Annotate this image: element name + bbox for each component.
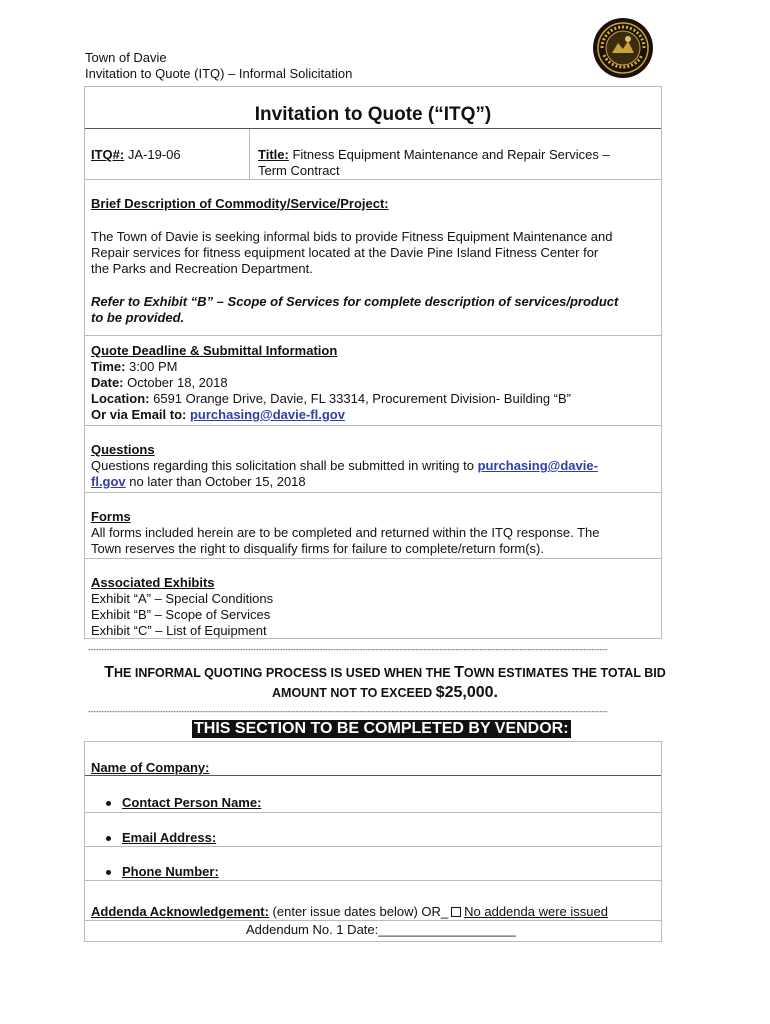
field-line (85, 880, 661, 881)
header-town: Town of Davie (85, 50, 167, 65)
questions-email-link[interactable]: purchasing@davie- (477, 458, 598, 473)
row-divider (249, 129, 250, 179)
exhibit-b: Exhibit “B” – Scope of Services (91, 607, 271, 622)
section-line (85, 335, 661, 336)
itq-number (91, 147, 181, 163)
town-seal-icon (592, 17, 654, 79)
deadline-section (91, 343, 661, 423)
notice-amount: $25,000. (435, 684, 498, 701)
brief-line-3: the Parks and Recreation Department. (91, 261, 313, 276)
dashed-separator: --------------------------------------------------------------------------------------------------------------------------------------------------------------------------------------------------- (88, 708, 608, 716)
field-line (85, 812, 661, 813)
brief-heading (91, 196, 389, 212)
field-line (85, 846, 661, 847)
location-value: 6591 Orange Drive, Davie, FL 33314, Procurement Division- Building “B” (149, 391, 571, 406)
scope-reference-2: to be provided. (91, 310, 185, 325)
forms-text-1: All forms included herein are to be completed and returned within the ITQ response. The (91, 525, 600, 540)
itq-label: ITQ#: (91, 147, 125, 162)
bullet-icon (106, 870, 111, 875)
location-label: Location: (91, 391, 150, 406)
vendor-section-title: THIS SECTION TO BE COMPLETED BY VENDOR: (194, 720, 569, 737)
addenda-hint: (enter issue dates below) OR_ (268, 904, 449, 919)
time-value: 3:00 PM (125, 359, 178, 374)
exhibit-c: Exhibit “C” – List of Equipment (91, 623, 267, 638)
title-divider (85, 128, 661, 129)
brief-line-2: Repair services for fitness equipment located at the Davie Pine Island Fitness Center for (91, 245, 599, 260)
time-label: Time: (91, 359, 126, 374)
itq-title-label: Title: (258, 147, 289, 162)
contact-person-label: Contact Person Name: (122, 795, 262, 810)
row-line (85, 179, 661, 180)
email-label: Or via Email to: (91, 407, 190, 422)
section-line (85, 425, 661, 426)
phone-number-label: Phone Number: (122, 864, 219, 879)
page-title: Invitation to Quote (“ITQ”) (254, 104, 492, 125)
section-line (85, 558, 661, 559)
itq-title-value-2: Term Contract (258, 163, 340, 178)
phone-number-field[interactable] (106, 864, 219, 879)
no-addenda-checkbox[interactable] (451, 907, 461, 917)
scope-reference (91, 294, 661, 326)
dashed-separator: --------------------------------------------------------------------------------------------------------------------------------------------------------------------------------------------------- (88, 646, 608, 654)
itq-value: JA-19-06 (124, 147, 181, 162)
itq-title-value: Fitness Equipment Maintenance and Repair Services – (288, 147, 610, 162)
date-value: October 18, 2018 (123, 375, 228, 390)
questions-email-link-cont[interactable]: fl.gov (91, 474, 126, 489)
notice-cap-t2: T (454, 664, 464, 681)
exhibit-a: Exhibit “A” – Special Conditions (91, 591, 274, 606)
company-name-label: Name of Company: (91, 760, 210, 775)
scope-reference-1: Refer to Exhibit “B” – Scope of Services for complete description of services/product (91, 294, 619, 309)
notice-cap-t: T (104, 664, 115, 681)
addendum-date-field[interactable]: Addendum No. 1 Date:___________________ (246, 922, 516, 937)
forms-text-2: Town reserves the right to disqualify firms for failure to complete/return form(s). (91, 541, 544, 556)
email-address-field[interactable] (106, 830, 216, 845)
deadline-heading: Quote Deadline & Submittal Information (91, 343, 338, 358)
date-label: Date: (91, 375, 124, 390)
header-subtitle: Invitation to Quote (ITQ) – Informal Solicitation (85, 66, 353, 81)
addenda-label: Addenda Acknowledgement: (91, 904, 269, 919)
field-line (85, 920, 661, 921)
company-name-field[interactable] (85, 775, 661, 776)
notice-text-2: OWN ESTIMATES THE TOTAL BID (463, 666, 666, 680)
exhibits-section (91, 575, 661, 639)
bullet-icon (106, 801, 111, 806)
brief-description (91, 229, 661, 277)
section-line (85, 492, 661, 493)
questions-section (91, 442, 661, 490)
questions-heading: Questions (91, 442, 155, 457)
bullet-icon (106, 836, 111, 841)
document-header (85, 50, 352, 82)
purchasing-email-link[interactable]: purchasing@davie-fl.gov (189, 407, 345, 422)
forms-heading: Forms (91, 509, 131, 524)
contact-person-field[interactable] (106, 795, 261, 810)
questions-deadline: no later than October 15, 2018 (125, 474, 306, 489)
forms-section (91, 509, 661, 557)
brief-heading-text: Brief Description of Commodity/Service/Project: (91, 196, 389, 211)
questions-text: Questions regarding this solicitation shall be submitted in writing to (91, 458, 478, 473)
email-address-label: Email Address: (122, 830, 217, 845)
informal-process-notice (85, 663, 685, 703)
addenda-acknowledgement (91, 904, 608, 920)
notice-text-3: AMOUNT NOT TO EXCEED (272, 686, 436, 700)
brief-line-1: The Town of Davie is seeking informal bids to provide Fitness Equipment Maintenance and (91, 229, 613, 244)
no-addenda-label: No addenda were issued (464, 904, 608, 919)
exhibits-heading: Associated Exhibits (91, 575, 215, 590)
notice-text-1: HE INFORMAL QUOTING PROCESS IS USED WHEN THE (114, 666, 455, 680)
itq-title (258, 147, 658, 179)
